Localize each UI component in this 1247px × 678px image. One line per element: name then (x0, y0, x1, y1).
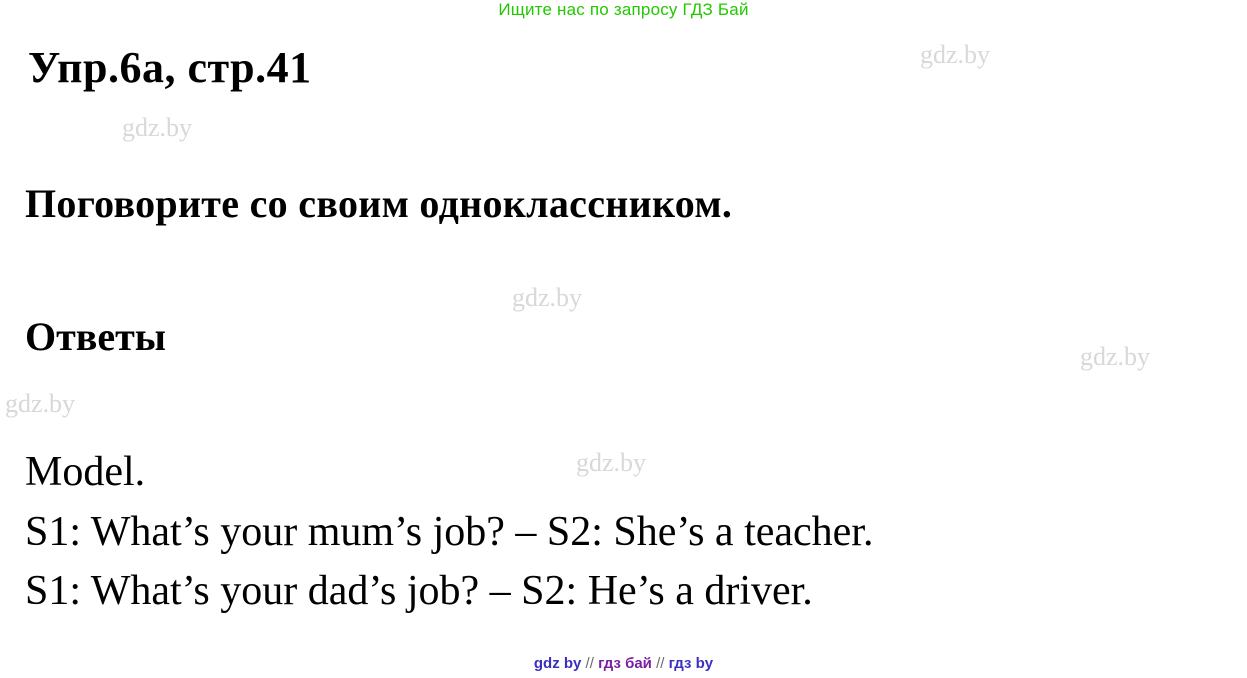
watermark: gdz.by (920, 40, 991, 69)
answer-block (25, 443, 873, 622)
watermark: gdz.by (122, 113, 193, 142)
footer-links (0, 655, 1247, 672)
answer-line-2: S1: What’s your dad’s job? – S2: He’s a driver. (25, 568, 813, 615)
footer-link-gdz-by-ru[interactable]: гдз by (668, 655, 714, 672)
watermark: gdz.by (1080, 342, 1151, 371)
footer-link-gdz-by[interactable]: gdz by (533, 655, 582, 672)
footer-link-gdz-bay[interactable]: гдз бай (598, 655, 652, 672)
top-promo-banner: Ищите нас по запросу ГДЗ Бай (498, 0, 749, 19)
watermark: gdz.by (576, 448, 647, 477)
answer-line-1: S1: What’s your mum’s job? – S2: She’s a teacher. (25, 508, 874, 555)
answers-heading: Ответы (25, 314, 166, 359)
footer-separator: // (656, 655, 665, 672)
watermark: gdz.by (512, 283, 583, 312)
watermark: gdz.by (5, 389, 76, 418)
exercise-title: Упр.6a, стр.41 (28, 43, 312, 92)
footer-separator: // (585, 655, 594, 672)
task-instruction: Поговорите со своим одноклассником. (25, 181, 733, 226)
answer-line-model: Model. (25, 449, 146, 495)
